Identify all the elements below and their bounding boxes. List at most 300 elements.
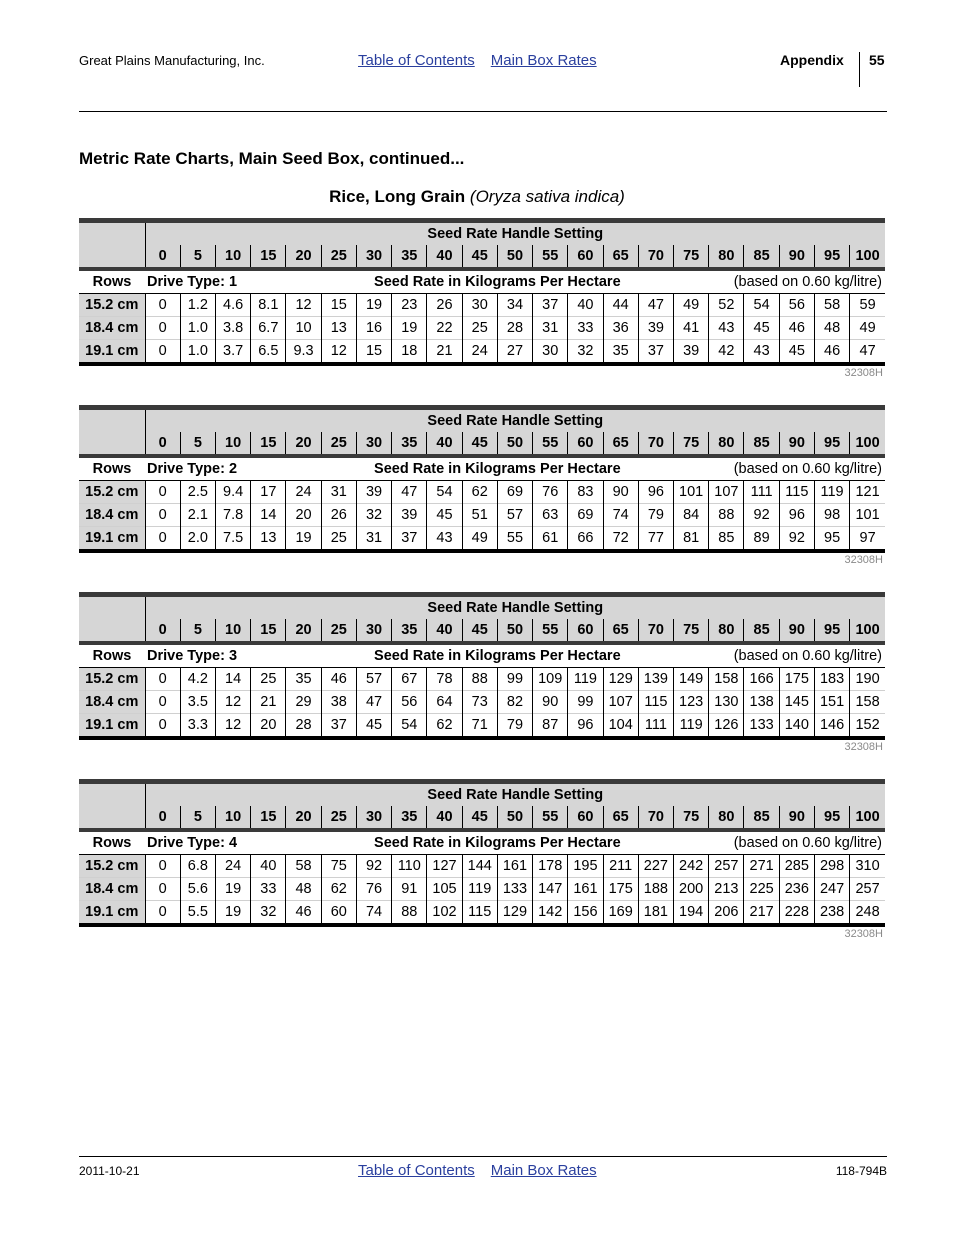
rate-cell: 42 — [709, 340, 744, 365]
setting-value: 70 — [638, 619, 673, 643]
rate-cell: 8.1 — [251, 294, 286, 317]
rate-cell: 119 — [674, 714, 709, 739]
rate-cell: 47 — [392, 481, 427, 504]
setting-value: 45 — [462, 619, 497, 643]
setting-value: 5 — [180, 245, 215, 269]
rate-cell: 46 — [321, 668, 356, 691]
rate-cell: 89 — [744, 527, 779, 552]
rate-cell: 188 — [638, 878, 673, 901]
setting-value: 15 — [251, 619, 286, 643]
rate-cell: 74 — [356, 901, 391, 926]
rate-cell: 31 — [533, 317, 568, 340]
rate-cell: 242 — [674, 855, 709, 878]
rate-cell: 181 — [638, 901, 673, 926]
footer-links — [358, 1162, 597, 1179]
rate-cell: 161 — [568, 878, 603, 901]
figure-id: 32308H — [844, 741, 883, 753]
setting-value: 75 — [674, 806, 709, 830]
rate-cell: 44 — [603, 294, 638, 317]
rate-cell: 161 — [497, 855, 532, 878]
footer-rule — [79, 1156, 887, 1157]
setting-value: 60 — [568, 245, 603, 269]
setting-value: 50 — [497, 806, 532, 830]
rate-cell: 82 — [497, 691, 532, 714]
setting-value: 60 — [568, 806, 603, 830]
rate-cell: 166 — [744, 668, 779, 691]
rate-cell: 45 — [356, 714, 391, 739]
rate-cell: 96 — [638, 481, 673, 504]
rate-cell: 79 — [638, 504, 673, 527]
row-spacing-label: 18.4 cm — [79, 878, 145, 901]
rate-cell: 0 — [145, 878, 180, 901]
setting-value: 15 — [251, 432, 286, 456]
rate-table — [79, 779, 885, 927]
seed-rate-units-label: Seed Rate in Kilograms Per Hectare — [286, 456, 709, 481]
row-spacing-label: 19.1 cm — [79, 901, 145, 926]
setting-value: 100 — [850, 619, 885, 643]
rate-cell: 15 — [356, 340, 391, 365]
rate-cell: 52 — [709, 294, 744, 317]
rate-cell: 58 — [814, 294, 849, 317]
rate-cell: 18 — [392, 340, 427, 365]
rate-cell: 19 — [286, 527, 321, 552]
footer-main-box-rates-link[interactable]: Main Box Rates — [490, 1162, 597, 1179]
setting-value: 95 — [814, 619, 849, 643]
rate-cell: 175 — [779, 668, 814, 691]
rate-cell: 13 — [251, 527, 286, 552]
rate-cell: 129 — [497, 901, 532, 926]
drive-type-value: 3 — [228, 648, 238, 664]
rate-cell: 225 — [744, 878, 779, 901]
rate-cell: 183 — [814, 668, 849, 691]
rate-cell: 111 — [744, 481, 779, 504]
rate-cell: 79 — [497, 714, 532, 739]
drive-type-prefix: Drive Type: — [147, 274, 229, 290]
table-row — [79, 504, 885, 527]
rate-cell: 3.7 — [215, 340, 250, 365]
rate-cell: 0 — [145, 855, 180, 878]
setting-value: 55 — [533, 806, 568, 830]
rate-cell: 72 — [603, 527, 638, 552]
rate-cell: 55 — [497, 527, 532, 552]
rate-cell: 20 — [286, 504, 321, 527]
rate-chart-drive-1 — [79, 218, 885, 379]
setting-value: 90 — [779, 245, 814, 269]
header-divider — [859, 52, 860, 87]
rate-cell: 145 — [779, 691, 814, 714]
rate-cell: 133 — [744, 714, 779, 739]
rate-cell: 29 — [286, 691, 321, 714]
rate-cell: 47 — [356, 691, 391, 714]
setting-value: 65 — [603, 245, 638, 269]
rate-cell: 49 — [462, 527, 497, 552]
rate-cell: 48 — [814, 317, 849, 340]
rate-cell: 0 — [145, 527, 180, 552]
density-basis-note: (based on 0.60 kg/litre) — [709, 830, 885, 855]
setting-value: 50 — [497, 432, 532, 456]
rate-table — [79, 218, 885, 366]
rate-cell: 6.7 — [251, 317, 286, 340]
row-spacing-label: 19.1 cm — [79, 527, 145, 552]
rate-table — [79, 592, 885, 740]
rate-cell: 49 — [674, 294, 709, 317]
rate-cell: 76 — [356, 878, 391, 901]
row-spacing-label: 15.2 cm — [79, 481, 145, 504]
rate-cell: 39 — [356, 481, 391, 504]
rate-cell: 47 — [638, 294, 673, 317]
rate-cell: 78 — [427, 668, 462, 691]
rate-cell: 47 — [850, 340, 885, 365]
setting-value: 25 — [321, 432, 356, 456]
seed-rate-units-label: Seed Rate in Kilograms Per Hectare — [286, 269, 709, 294]
rate-cell: 1.0 — [180, 340, 215, 365]
setting-value: 60 — [568, 432, 603, 456]
rate-cell: 81 — [674, 527, 709, 552]
setting-value: 30 — [356, 432, 391, 456]
rate-cell: 142 — [533, 901, 568, 926]
setting-value: 40 — [427, 432, 462, 456]
setting-value: 90 — [779, 806, 814, 830]
setting-header: Seed Rate Handle Setting — [145, 221, 885, 246]
setting-value: 20 — [286, 432, 321, 456]
rate-cell: 59 — [850, 294, 885, 317]
rate-cell: 21 — [251, 691, 286, 714]
rate-cell: 99 — [568, 691, 603, 714]
setting-value: 35 — [392, 806, 427, 830]
rate-cell: 130 — [709, 691, 744, 714]
setting-value: 25 — [321, 245, 356, 269]
rate-cell: 0 — [145, 294, 180, 317]
row-spacing-label: 19.1 cm — [79, 340, 145, 365]
rate-cell: 98 — [814, 504, 849, 527]
rate-cell: 35 — [603, 340, 638, 365]
rate-cell: 25 — [462, 317, 497, 340]
rate-cell: 10 — [286, 317, 321, 340]
rate-cell: 0 — [145, 714, 180, 739]
setting-value: 20 — [286, 806, 321, 830]
rate-cell: 97 — [850, 527, 885, 552]
rate-cell: 39 — [392, 504, 427, 527]
rate-cell: 0 — [145, 317, 180, 340]
drive-type-value: 1 — [228, 274, 238, 290]
density-basis-note: (based on 0.60 kg/litre) — [709, 643, 885, 668]
rate-cell: 127 — [427, 855, 462, 878]
rate-cell: 22 — [427, 317, 462, 340]
section-title: Metric Rate Charts, Main Seed Box, continued... — [79, 149, 465, 168]
crop-common-name: Rice, Long Grain — [329, 187, 466, 206]
rate-cell: 109 — [533, 668, 568, 691]
setting-header: Seed Rate Handle Setting — [145, 408, 885, 433]
setting-value: 70 — [638, 245, 673, 269]
setting-value: 10 — [215, 806, 250, 830]
rate-cell: 60 — [321, 901, 356, 926]
rate-cell: 107 — [709, 481, 744, 504]
setting-value: 85 — [744, 806, 779, 830]
rate-cell: 51 — [462, 504, 497, 527]
setting-value: 15 — [251, 806, 286, 830]
setting-value: 5 — [180, 432, 215, 456]
table-row — [79, 527, 885, 552]
rate-cell: 129 — [603, 668, 638, 691]
rate-cell: 195 — [568, 855, 603, 878]
rate-cell: 156 — [568, 901, 603, 926]
rate-cell: 24 — [215, 855, 250, 878]
header-main-box-rates-link[interactable]: Main Box Rates — [490, 52, 597, 69]
rate-cell: 37 — [392, 527, 427, 552]
rate-cell: 23 — [392, 294, 427, 317]
rate-cell: 71 — [462, 714, 497, 739]
setting-value: 90 — [779, 619, 814, 643]
drive-type-value: 2 — [228, 461, 238, 477]
rate-cell: 26 — [427, 294, 462, 317]
setting-value: 15 — [251, 245, 286, 269]
table-row — [79, 855, 885, 878]
setting-value: 95 — [814, 806, 849, 830]
rate-cell: 3.5 — [180, 691, 215, 714]
drive-type-prefix: Drive Type: — [147, 648, 229, 664]
rate-cell: 3.3 — [180, 714, 215, 739]
rate-chart-drive-3 — [79, 592, 885, 753]
rate-cell: 67 — [392, 668, 427, 691]
rate-cell: 146 — [814, 714, 849, 739]
figure-id: 32308H — [844, 554, 883, 566]
rate-cell: 64 — [427, 691, 462, 714]
setting-value: 100 — [850, 806, 885, 830]
rate-cell: 206 — [709, 901, 744, 926]
crop-scientific-name: (Oryza sativa indica) — [469, 187, 625, 206]
rate-cell: 211 — [603, 855, 638, 878]
setting-value: 5 — [180, 806, 215, 830]
setting-value: 10 — [215, 619, 250, 643]
rate-cell: 0 — [145, 340, 180, 365]
table-row — [79, 878, 885, 901]
rate-cell: 49 — [850, 317, 885, 340]
rate-cell: 102 — [427, 901, 462, 926]
rate-cell: 101 — [674, 481, 709, 504]
rate-cell: 54 — [744, 294, 779, 317]
rate-cell: 0 — [145, 691, 180, 714]
rate-cell: 46 — [286, 901, 321, 926]
rate-cell: 133 — [497, 878, 532, 901]
rate-cell: 119 — [814, 481, 849, 504]
rate-cell: 115 — [779, 481, 814, 504]
rate-cell: 84 — [674, 504, 709, 527]
row-spacing-label: 15.2 cm — [79, 668, 145, 691]
rate-cell: 26 — [321, 504, 356, 527]
rate-cell: 7.5 — [215, 527, 250, 552]
rate-cell: 236 — [779, 878, 814, 901]
rate-cell: 41 — [674, 317, 709, 340]
rate-cell: 99 — [497, 668, 532, 691]
rate-cell: 123 — [674, 691, 709, 714]
setting-value: 85 — [744, 245, 779, 269]
rate-cell: 200 — [674, 878, 709, 901]
rate-cell: 69 — [497, 481, 532, 504]
setting-value: 45 — [462, 432, 497, 456]
rate-cell: 32 — [356, 504, 391, 527]
rate-cell: 158 — [850, 691, 885, 714]
rate-cell: 37 — [638, 340, 673, 365]
rate-cell: 27 — [497, 340, 532, 365]
rate-cell: 119 — [462, 878, 497, 901]
rate-cell: 175 — [603, 878, 638, 901]
rate-cell: 34 — [497, 294, 532, 317]
rate-chart-drive-4 — [79, 779, 885, 940]
rows-label: Rows — [79, 830, 145, 855]
rate-cell: 257 — [850, 878, 885, 901]
rows-label: Rows — [79, 643, 145, 668]
rate-cell: 285 — [779, 855, 814, 878]
setting-header: Seed Rate Handle Setting — [145, 782, 885, 807]
setting-value: 80 — [709, 619, 744, 643]
header-toc-link[interactable]: Table of Contents — [358, 52, 475, 69]
rate-cell: 24 — [286, 481, 321, 504]
header-corner — [79, 408, 145, 457]
rate-cell: 43 — [744, 340, 779, 365]
setting-value: 0 — [145, 245, 180, 269]
rate-cell: 147 — [533, 878, 568, 901]
crop-title — [0, 187, 954, 207]
rate-cell: 20 — [251, 714, 286, 739]
rate-cell: 152 — [850, 714, 885, 739]
rate-cell: 30 — [462, 294, 497, 317]
setting-value: 85 — [744, 432, 779, 456]
rate-cell: 5.6 — [180, 878, 215, 901]
rate-cell: 69 — [568, 504, 603, 527]
density-basis-note: (based on 0.60 kg/litre) — [709, 269, 885, 294]
rate-cell: 2.0 — [180, 527, 215, 552]
setting-value: 65 — [603, 432, 638, 456]
setting-value: 30 — [356, 619, 391, 643]
rate-cell: 46 — [779, 317, 814, 340]
rate-cell: 238 — [814, 901, 849, 926]
rate-cell: 96 — [779, 504, 814, 527]
rate-cell: 0 — [145, 668, 180, 691]
drive-type-label — [145, 269, 286, 294]
header-links — [358, 52, 597, 69]
setting-value: 85 — [744, 619, 779, 643]
setting-value: 75 — [674, 245, 709, 269]
rate-cell: 298 — [814, 855, 849, 878]
rate-cell: 14 — [251, 504, 286, 527]
rate-cell: 54 — [392, 714, 427, 739]
seed-rate-units-label: Seed Rate in Kilograms Per Hectare — [286, 830, 709, 855]
rate-cell: 213 — [709, 878, 744, 901]
company-name: Great Plains Manufacturing, Inc. — [79, 53, 265, 68]
setting-value: 20 — [286, 245, 321, 269]
setting-value: 40 — [427, 806, 462, 830]
rate-cell: 126 — [709, 714, 744, 739]
setting-value: 55 — [533, 245, 568, 269]
setting-value: 45 — [462, 245, 497, 269]
setting-value: 35 — [392, 245, 427, 269]
rate-cell: 54 — [427, 481, 462, 504]
rate-cell: 37 — [533, 294, 568, 317]
rate-cell: 151 — [814, 691, 849, 714]
rate-cell: 14 — [215, 668, 250, 691]
setting-value: 50 — [497, 619, 532, 643]
rate-table — [79, 405, 885, 553]
setting-value: 0 — [145, 806, 180, 830]
rate-cell: 0 — [145, 901, 180, 926]
header-corner — [79, 221, 145, 270]
header-rule — [79, 111, 887, 112]
setting-value: 10 — [215, 245, 250, 269]
rate-cell: 40 — [568, 294, 603, 317]
rate-cell: 248 — [850, 901, 885, 926]
setting-value: 5 — [180, 619, 215, 643]
rate-cell: 13 — [321, 317, 356, 340]
rate-cell: 87 — [533, 714, 568, 739]
rate-cell: 6.5 — [251, 340, 286, 365]
rate-cell: 1.0 — [180, 317, 215, 340]
rate-cell: 46 — [814, 340, 849, 365]
row-spacing-label: 15.2 cm — [79, 855, 145, 878]
rate-cell: 19 — [356, 294, 391, 317]
rate-cell: 190 — [850, 668, 885, 691]
setting-value: 80 — [709, 245, 744, 269]
drive-type-prefix: Drive Type: — [147, 461, 229, 477]
rate-cell: 149 — [674, 668, 709, 691]
rate-cell: 104 — [603, 714, 638, 739]
rate-cell: 56 — [392, 691, 427, 714]
rate-cell: 62 — [427, 714, 462, 739]
section-name: Appendix — [780, 52, 844, 68]
rate-cell: 57 — [356, 668, 391, 691]
rate-cell: 92 — [779, 527, 814, 552]
rate-cell: 257 — [709, 855, 744, 878]
rate-cell: 25 — [321, 527, 356, 552]
setting-value: 75 — [674, 619, 709, 643]
figure-id: 32308H — [844, 367, 883, 379]
footer-toc-link[interactable]: Table of Contents — [358, 1162, 475, 1179]
header-corner — [79, 782, 145, 831]
drive-type-label — [145, 456, 286, 481]
rate-cell: 28 — [497, 317, 532, 340]
rate-cell: 101 — [850, 504, 885, 527]
rate-cell: 32 — [251, 901, 286, 926]
rate-cell: 227 — [638, 855, 673, 878]
setting-value: 30 — [356, 245, 391, 269]
rate-cell: 45 — [779, 340, 814, 365]
drive-type-label — [145, 830, 286, 855]
rate-cell: 105 — [427, 878, 462, 901]
drive-type-prefix: Drive Type: — [147, 835, 229, 851]
setting-value: 45 — [462, 806, 497, 830]
setting-value: 60 — [568, 619, 603, 643]
table-row — [79, 901, 885, 926]
rate-cell: 95 — [814, 527, 849, 552]
setting-value: 35 — [392, 432, 427, 456]
setting-value: 90 — [779, 432, 814, 456]
rate-cell: 271 — [744, 855, 779, 878]
rate-cell: 33 — [568, 317, 603, 340]
row-spacing-label: 18.4 cm — [79, 504, 145, 527]
rate-cell: 2.1 — [180, 504, 215, 527]
setting-value: 80 — [709, 432, 744, 456]
rate-cell: 15 — [321, 294, 356, 317]
table-row — [79, 668, 885, 691]
rate-cell: 111 — [638, 714, 673, 739]
drive-type-value: 4 — [228, 835, 238, 851]
rate-cell: 43 — [709, 317, 744, 340]
setting-value: 65 — [603, 806, 638, 830]
setting-value: 40 — [427, 619, 462, 643]
setting-value: 95 — [814, 432, 849, 456]
density-basis-note: (based on 0.60 kg/litre) — [709, 456, 885, 481]
rate-cell: 228 — [779, 901, 814, 926]
rate-cell: 90 — [533, 691, 568, 714]
